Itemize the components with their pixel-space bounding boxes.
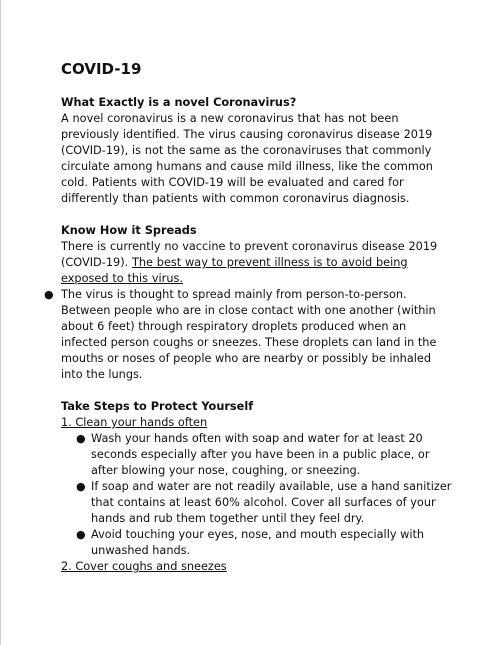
spread-text-plain: There is currently no vaccine to prevent coronavirus disease 2019 (COVID-19).	[61, 240, 438, 269]
list-item-spread	[44, 287, 453, 383]
bullet-icon: ●	[76, 432, 86, 445]
document-title: COVID-19	[61, 60, 142, 78]
list-item-text: If soap and water are not readily available, use a hand sanitizer that contains at least 60% alcohol. Cover all surfaces of your hands and rub them together until they feel dry.	[91, 480, 452, 525]
list-item-text: The virus is thought to spread mainly from person-to-person. Between people who are in close contact with one another (within about 6 feet) through respiratory droplets produced when an infected person coughs or sneezes. These droplets can land in the mouths or noses of people who are nearby or possibly be inhaled into the lungs.	[61, 288, 437, 381]
list-item-text: Avoid touching your eyes, nose, and mouth especially with unwashed hands.	[91, 528, 425, 557]
list-item-text: Wash your hands often with soap and water for at least 20 seconds especially after you have been in a public place, or after blowing your nose, coughing, or sneezing.	[91, 432, 430, 477]
document-content	[44, 58, 453, 575]
section-spacer	[61, 207, 453, 223]
bullet-icon: ●	[76, 480, 86, 493]
section-heading-novel-coronavirus: What Exactly is a novel Coronavirus?	[61, 96, 297, 109]
list-item	[76, 431, 453, 479]
clean-hands-list	[61, 431, 453, 559]
bullet-icon: ●	[44, 288, 54, 301]
step-label-cover-coughs: 2. Cover coughs and sneezes	[61, 560, 227, 573]
list-item	[76, 479, 453, 527]
section-paragraph-spread	[61, 239, 453, 287]
section-heading-spread: Know How it Spreads	[61, 224, 197, 237]
bullet-icon: ●	[76, 528, 86, 541]
step-label-clean-hands: 1. Clean your hands often	[61, 416, 208, 429]
section-paragraph-novel-coronavirus: A novel coronavirus is a new coronavirus that has not been previously identified. The virus causing coronavirus disease 2019 (COVID-19), is not the same as the coronaviruses that commonly circulate among humans and cause mild illness, like the common cold. Patients with COVID-19 will be evaluated and cared for differently than patients with common coronavirus diagnosis.	[61, 112, 433, 205]
section-heading-protect: Take Steps to Protect Yourself	[61, 400, 254, 413]
section-spacer	[61, 383, 453, 399]
list-item	[76, 527, 453, 559]
spread-text-underlined: The best way to prevent illness is to avoid being exposed to this virus.	[61, 256, 408, 285]
